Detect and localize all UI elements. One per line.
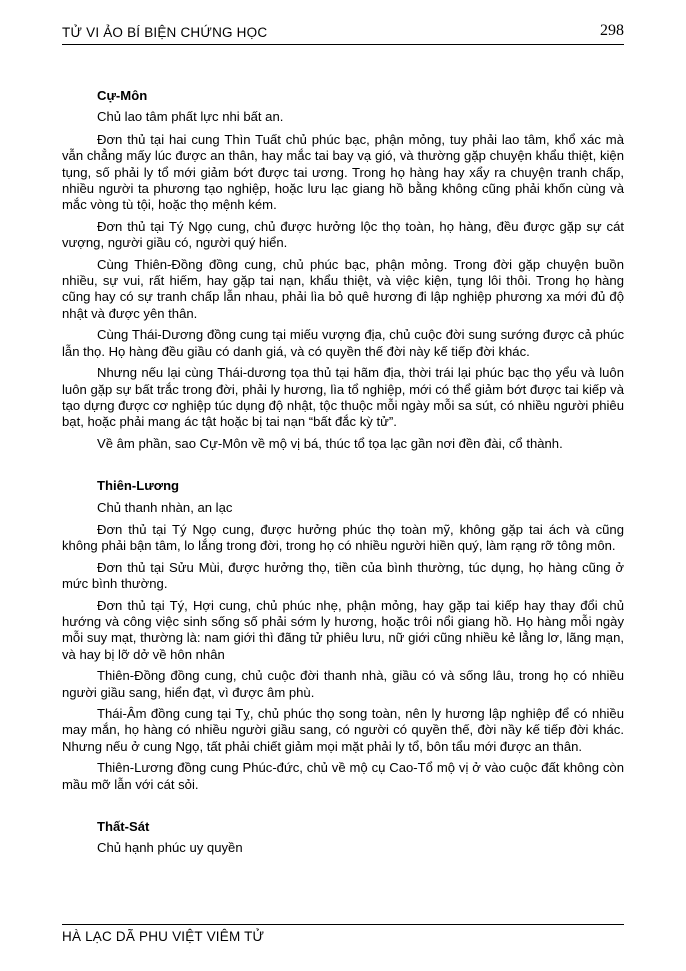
section-that-sat xyxy=(62,819,624,857)
paragraph: Thiên-Đồng đồng cung, chủ cuộc đời thanh nhà, giầu có và sống lâu, trong họ có nhiều người giầu sang, hiển đạt, vì được âm phù. xyxy=(62,668,624,700)
paragraph: Đơn thủ tại hai cung Thìn Tuất chủ phúc bạc, phận mỏng, tuy phải lao tâm, khổ xác mà vẫn chẳng mấy lúc được an thân, hay mắc tai bay vạ gió, và thường gặp chuyện khẩu thiệt, kiện tụng, số phải ly tổ mới giảm bớt được tai ương. Trong họ hàng hay xẩy ra chuyện tranh chấp, nhiều người ta phương tạo nghiệp, hoặc lưu lạc giang hồ bằng không cũng phải khốn cùng và mắc vòng tù tội, hoặc thọ mệnh kém. xyxy=(62,131,624,213)
paragraph: Nhưng nếu lại cùng Thái-dương tọa thủ tại hãm địa, thời trái lại phúc bạc thọ yểu và luôn luôn gặp sự bất trắc trong đời, phải ly hương, lìa tổ nghiệp, mới có thể giảm bớt được tai kiếp và tạo dựng được cơ nghiệp túc dụng độ nhật, tộc thuộc mỗi ngày mỗi sa sút, có nhiều người phiêu bạt, hoặc phải mang ác tật hoặc bị tai nạn “bất đắc kỳ tử”. xyxy=(62,365,624,430)
paragraph: Cùng Thái-Dương đồng cung tại miếu vượng địa, chủ cuộc đời sung sướng được cả phúc lẫn thọ. Họ hàng đều giầu có danh giá, và có quyền thế đời này kế tiếp đời khác. xyxy=(62,327,624,359)
paragraph: Cùng Thiên-Đồng đồng cung, chủ phúc bạc, phận mỏng. Trong đời gặp chuyện buồn nhiều, sự vui, rất hiếm, hay gặp tai nạn, khẩu thiệt, và việc kiện, tụng lôi thôi. Trong họ hàng cũng hay có sự tranh chấp lẫn nhau, phải lìa bỏ quê hương đi lập nghiệp phương xa mới đủ độ nhật và được yên thân. xyxy=(62,256,624,321)
header-title: TỬ VI ẢO BÍ BIỆN CHỨNG HỌC xyxy=(62,25,268,40)
section-subtitle: Chủ hạnh phúc uy quyền xyxy=(97,840,243,856)
section-title: Thất-Sát xyxy=(97,819,150,835)
paragraph: Về âm phần, sao Cự-Môn về mộ vị bá, thúc tổ tọa lạc gần nơi đền đài, cổ thành. xyxy=(97,435,563,451)
paragraph: Đơn thủ tại Tý, Hợi cung, chủ phúc nhẹ, phận mỏng, hay gặp tai kiếp hay thay đổi chủ hướng và công việc sinh sống số phải sớm ly hương, hoặc trôi nổi giang hồ. Họ hàng mỗi ngày mỗi suy mạt, thường là: nam giới thì đãng tử phiêu lưu, nữ giới cũng nhiều kẻ lẳng lơ, lãng mạn, và hay bị lỡ dở về hôn nhân xyxy=(62,597,624,662)
page-header xyxy=(62,22,624,45)
page-content xyxy=(62,88,624,883)
section-thien-luong xyxy=(62,478,624,793)
page-footer xyxy=(62,924,624,944)
paragraph: Đơn thủ tại Tý Ngọ cung, được hưởng phúc thọ toàn mỹ, không gặp tai ách và cũng không phải bận tâm, lo lắng trong đời, trong họ có nhiều người hiền quý, làm rạng rỡ tông môn. xyxy=(62,521,624,554)
section-cu-mon xyxy=(62,88,624,452)
paragraph: Đơn thủ tại Tý Ngọ cung, chủ được hưởng lộc thọ toàn, họ hàng, đều được gặp sự cát vượng, người giầu có, người quý hiển. xyxy=(62,218,624,251)
paragraph: Đơn thủ tại Sửu Mùi, được hưởng thọ, tiền của bình thường, túc dụng, họ hàng cũng ở mức bình thường. xyxy=(62,559,624,592)
section-subtitle: Chủ thanh nhàn, an lạc xyxy=(97,499,233,515)
page-number: 298 xyxy=(600,22,624,39)
paragraph: Thái-Âm đồng cung tại Tỵ, chủ phúc thọ song toàn, nên ly hương lập nghiệp để có nhiều may mắn, họ hàng có nhiều người giầu sang, có người có quyền thế, đời nầy kế tiếp đời khác. Nhưng nếu ở cung Ngọ, tất phải chiết giảm mọi mặt phải ly tổ, bôn tẩu mới được an thân. xyxy=(62,706,624,754)
section-subtitle: Chủ lao tâm phất lực nhi bất an. xyxy=(97,109,284,125)
footer-text: HÀ LẠC DÃ PHU VIỆT VIÊM TỬ xyxy=(62,929,265,944)
section-title: Cự-Môn xyxy=(97,88,148,103)
paragraph: Thiên-Lương đồng cung Phúc-đức, chủ về mộ cụ Cao-Tổ mộ vị ở vào cuộc đất không còn mầu mỡ lẫn với cát sỏi. xyxy=(62,760,624,792)
section-title: Thiên-Lương xyxy=(97,478,180,494)
